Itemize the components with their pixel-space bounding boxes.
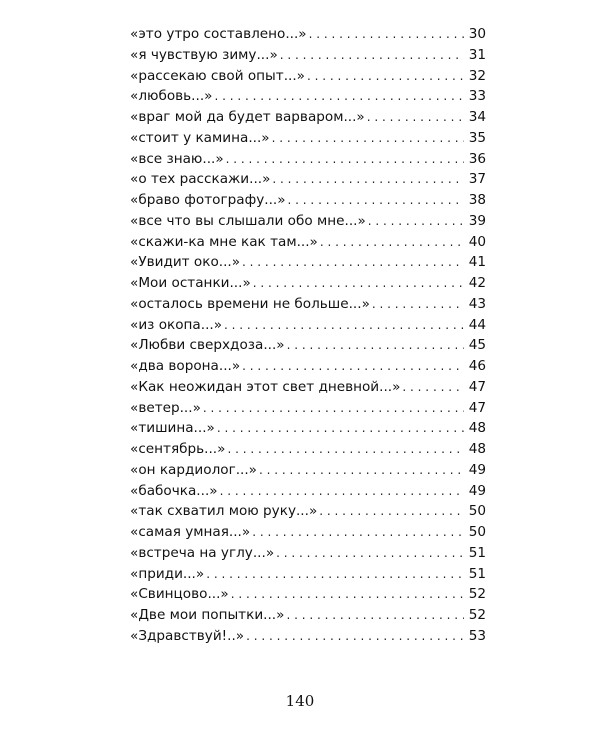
dot-leader	[226, 149, 464, 170]
toc-entry	[130, 398, 486, 419]
toc-entry	[130, 45, 486, 66]
toc-entry-page: 45	[468, 337, 486, 354]
toc-entry-page: 50	[468, 503, 486, 520]
toc-entry-title: «враг мой да будет варваром...»	[130, 109, 365, 125]
toc-entry	[130, 418, 486, 439]
toc-entry-title: «Увидит око...»	[130, 254, 241, 271]
toc-entry-title: «Свинцово...»	[130, 586, 229, 603]
dot-leader	[276, 543, 464, 564]
dot-leader	[252, 522, 464, 543]
toc-entry	[130, 232, 486, 253]
toc-entry	[130, 335, 486, 356]
toc-entry-title: «встреча на углу...»	[130, 544, 275, 561]
toc-entry-page: 35	[468, 129, 486, 146]
toc-entry-page: 41	[468, 254, 486, 271]
toc-entry	[130, 501, 486, 522]
toc-entry-page: 40	[468, 233, 486, 250]
toc-entry-title: «Две мои попытки...»	[130, 607, 285, 623]
toc-entry	[130, 584, 486, 605]
dot-leader	[367, 107, 464, 128]
table-of-contents	[130, 24, 486, 647]
toc-entry-page: 52	[468, 586, 486, 603]
dot-leader	[231, 584, 464, 605]
toc-entry	[130, 605, 486, 626]
toc-entry-page: 49	[468, 482, 486, 499]
toc-entry-page: 48	[468, 441, 486, 457]
toc-entry-page: 51	[468, 544, 486, 561]
dot-leader	[259, 460, 464, 481]
toc-entry-title: «о тех расскажи...»	[130, 171, 271, 188]
toc-entry	[130, 190, 486, 211]
toc-entry	[130, 356, 486, 377]
toc-entry-page: 34	[468, 109, 486, 125]
dot-leader	[214, 86, 464, 107]
toc-entry-page: 43	[468, 295, 486, 312]
toc-entry-page: 53	[468, 627, 486, 644]
toc-entry-page: 52	[468, 607, 486, 623]
toc-entry-page: 39	[468, 212, 486, 229]
toc-entry-page: 47	[468, 399, 486, 416]
dot-leader	[217, 418, 464, 439]
dot-leader	[320, 232, 464, 253]
toc-entry-page: 48	[468, 420, 486, 437]
toc-entry	[130, 24, 486, 45]
dot-leader	[402, 377, 464, 398]
toc-entry-title: «все что вы слышали обо мне...»	[130, 212, 366, 229]
toc-entry-title: «приди...»	[130, 565, 205, 582]
toc-entry-page: 30	[468, 26, 486, 42]
toc-entry	[130, 294, 486, 315]
toc-entry-title: «браво фотографу...»	[130, 192, 286, 208]
toc-entry	[130, 128, 486, 149]
dot-leader	[242, 356, 464, 377]
dot-leader	[242, 252, 464, 273]
toc-entry-title: «тишина...»	[130, 420, 215, 437]
dot-leader	[372, 294, 464, 315]
toc-entry-title: «осталось времени не больше...»	[130, 295, 370, 312]
toc-entry-page: 42	[468, 275, 486, 291]
toc-entry-title: «Здравствуй!..»	[130, 627, 245, 644]
toc-entry	[130, 439, 486, 460]
toc-entry	[130, 377, 486, 398]
dot-leader	[272, 128, 464, 149]
toc-entry	[130, 522, 486, 543]
toc-entry-page: 44	[468, 316, 486, 333]
toc-entry-title: «бабочка...»	[130, 482, 218, 499]
toc-entry-title: «он кардиолог...»	[130, 461, 257, 478]
toc-entry-page: 51	[468, 565, 486, 582]
toc-entry	[130, 66, 486, 87]
toc-entry	[130, 315, 486, 336]
toc-entry-title: «два ворона...»	[130, 358, 241, 374]
toc-entry-title: «Мои останки...»	[130, 275, 251, 291]
toc-entry-title: «рассекаю свой опыт...»	[130, 67, 305, 84]
dot-leader	[220, 481, 464, 502]
toc-entry-title: «из окопа...»	[130, 316, 223, 333]
toc-entry-page: 46	[468, 358, 486, 374]
toc-entry	[130, 107, 486, 128]
toc-entry-title: «это утро составлено...»	[130, 26, 307, 42]
page-number: 140	[285, 692, 315, 710]
toc-entry-page: 32	[468, 67, 486, 84]
toc-entry-page: 37	[468, 171, 486, 188]
toc-entry-page: 33	[468, 88, 486, 105]
dot-leader	[319, 501, 464, 522]
dot-leader	[288, 190, 464, 211]
dot-leader	[272, 169, 464, 190]
toc-entry-title: «все знаю...»	[130, 150, 224, 167]
dot-leader	[203, 398, 464, 419]
dot-leader	[307, 66, 464, 87]
toc-entry-title: «я чувствую зиму...»	[130, 46, 278, 63]
toc-entry	[130, 543, 486, 564]
dot-leader	[287, 335, 464, 356]
toc-entry-title: «Как неожидан этот свет дневной...»	[130, 378, 401, 395]
dot-leader	[246, 626, 464, 647]
toc-entry-page: 38	[468, 192, 486, 208]
toc-entry-page: 47	[468, 378, 486, 395]
toc-entry	[130, 273, 486, 294]
toc-entry-title: «скажи-ка мне как там...»	[130, 233, 318, 250]
dot-leader	[227, 439, 464, 460]
toc-entry	[130, 564, 486, 585]
toc-entry	[130, 86, 486, 107]
toc-entry	[130, 252, 486, 273]
toc-entry-title: «так схватил мою руку...»	[130, 503, 318, 520]
toc-entry-title: «стоит у камина...»	[130, 129, 270, 146]
dot-leader	[224, 315, 464, 336]
dot-leader	[286, 605, 464, 626]
dot-leader	[309, 24, 464, 45]
toc-entry-page: 36	[468, 150, 486, 167]
toc-entry-page: 49	[468, 461, 486, 478]
toc-entry	[130, 149, 486, 170]
toc-entry	[130, 626, 486, 647]
toc-entry-title: «любовь...»	[130, 88, 213, 105]
toc-entry-title: «ветер...»	[130, 399, 201, 416]
dot-leader	[253, 273, 464, 294]
dot-leader	[280, 45, 464, 66]
toc-entry-title: «самая умная...»	[130, 524, 251, 540]
toc-entry	[130, 211, 486, 232]
toc-entry-title: «Любви сверхдоза...»	[130, 337, 285, 354]
toc-entry	[130, 481, 486, 502]
toc-entry-page: 50	[468, 524, 486, 540]
toc-entry-page: 31	[468, 46, 486, 63]
toc-entry-title: «сентябрь...»	[130, 441, 226, 457]
dot-leader	[206, 564, 464, 585]
toc-entry	[130, 169, 486, 190]
toc-entry	[130, 460, 486, 481]
dot-leader	[368, 211, 464, 232]
